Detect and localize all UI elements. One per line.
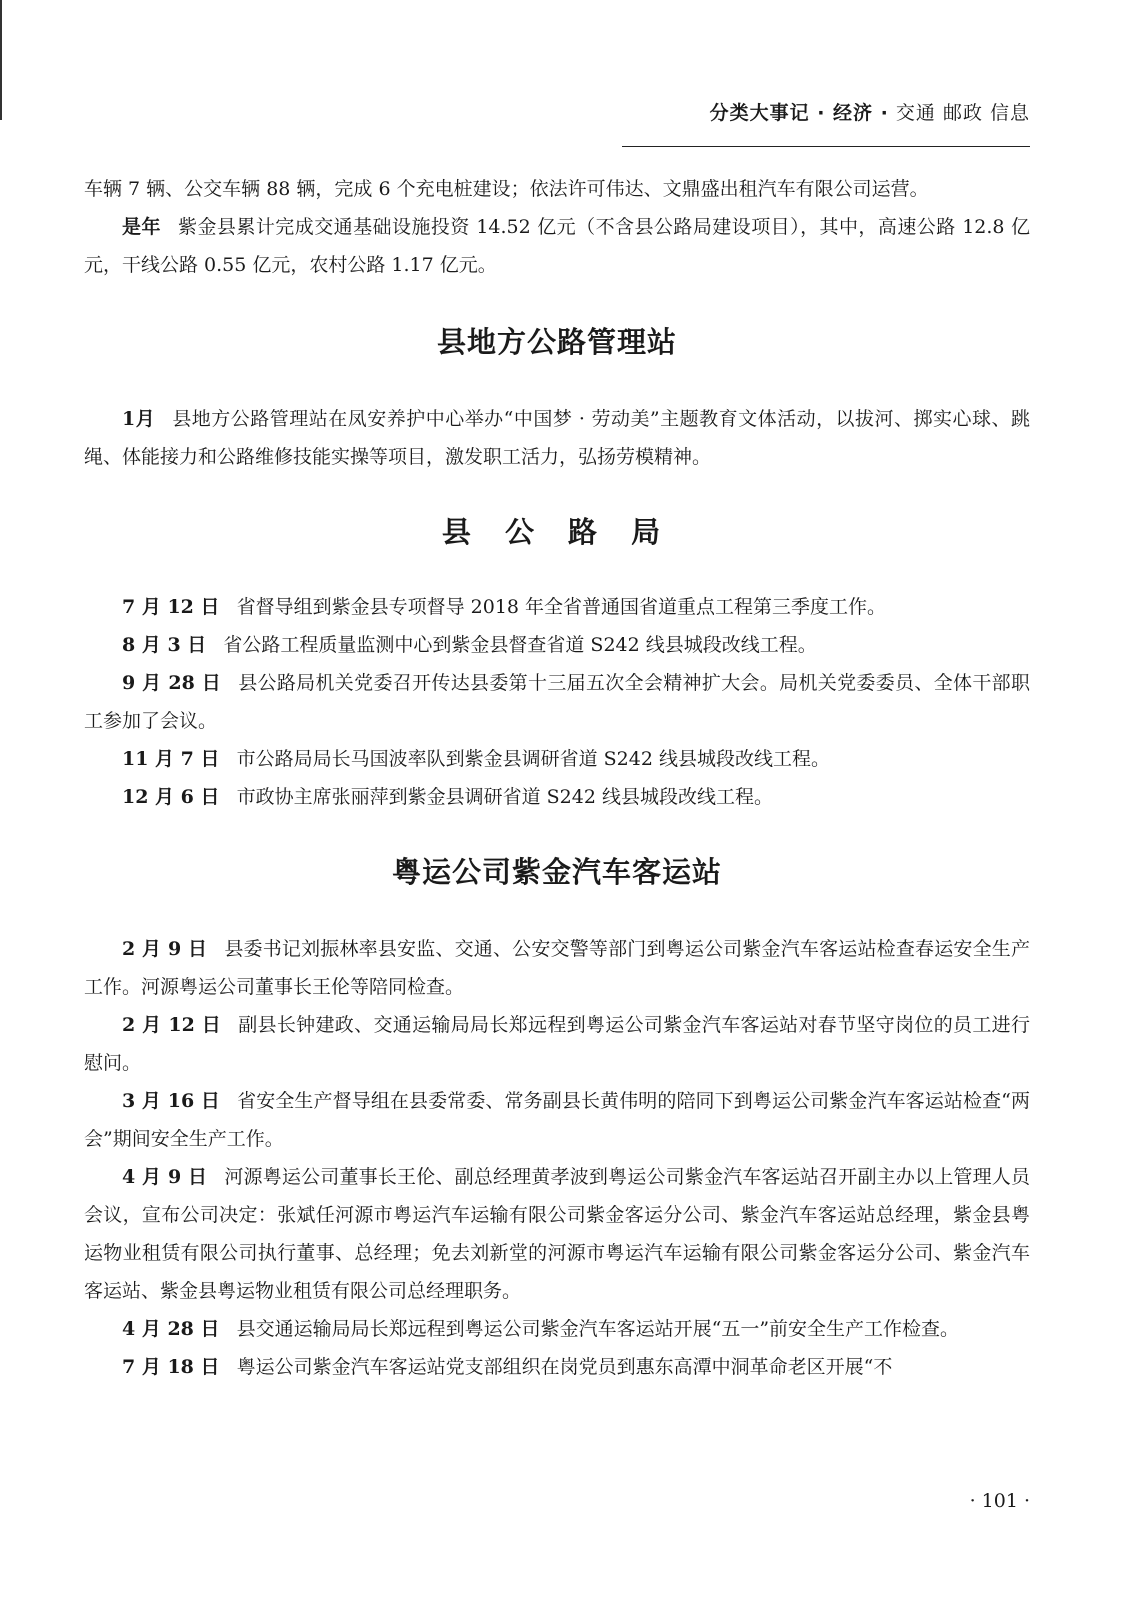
- entry-date: 2 月 12 日: [122, 1014, 222, 1036]
- entry-date: 11 月 7 日: [122, 748, 220, 770]
- entry: [84, 588, 1030, 626]
- entry-text: 市公路局局长马国波率队到紫金县调研省道 S242 线县城段改线工程。: [236, 748, 830, 770]
- header-rest: 交通 邮政 信息: [888, 102, 1030, 124]
- entry: [84, 664, 1030, 740]
- running-header: [620, 98, 1030, 128]
- entry-text: 市政协主席张丽萍到紫金县调研省道 S242 线县城段改线工程。: [236, 786, 773, 808]
- header-bold: 分类大事记 · 经济 ·: [709, 102, 889, 124]
- entry: [84, 1158, 1030, 1310]
- page-body: [84, 170, 1030, 1386]
- header-rule: [622, 146, 1030, 147]
- page-number: · 101 ·: [969, 1490, 1030, 1512]
- intro-year-paragraph: [84, 208, 1030, 284]
- entry-text: 县地方公路管理站在凤安养护中心举办“中国梦 · 劳动美”主题教育文体活动，以拔河、掷实心球、跳绳、体能接力和公路维修技能实操等项目，激发职工活力，弘扬劳模精神。: [84, 408, 1030, 468]
- entry-date: 9 月 28 日: [122, 672, 222, 694]
- entry-text: 粤运公司紫金汽车客运站党支部组织在岗党员到惠东高潭中洞革命老区开展“不: [236, 1356, 893, 1378]
- entry-date: 4 月 9 日: [122, 1166, 208, 1188]
- section-title: 粤运公司紫金汽车客运站: [391, 855, 722, 889]
- entry-text: 县交通运输局局长郑远程到粤运公司紫金汽车客运站开展“五一”前安全生产工作检查。: [236, 1318, 960, 1340]
- year-label: 是年: [122, 216, 161, 238]
- entry-text: 副县长钟建政、交通运输局局长郑远程到粤运公司紫金汽车客运站对春节坚守岗位的员工进行慰问。: [84, 1014, 1030, 1074]
- entry-date: 1月: [122, 408, 156, 430]
- entry-text: 县公路局机关党委召开传达县委第十三届五次全会精神扩大会。局机关党委委员、全体干部职工参加了会议。: [84, 672, 1030, 732]
- entry-date: 7 月 12 日: [122, 596, 220, 618]
- intro-line: 车辆 7 辆、公交车辆 88 辆，完成 6 个充电桩建设；依法许可伟达、文鼎盛出租汽车有限公司运营。: [84, 178, 929, 200]
- entry-text: 省督导组到紫金县专项督导 2018 年全省普通国省道重点工程第三季度工作。: [236, 596, 887, 618]
- entry-date: 3 月 16 日: [122, 1090, 221, 1112]
- entry-text: 省公路工程质量监测中心到紫金县督查省道 S242 线县城段改线工程。: [223, 634, 817, 656]
- entry: [84, 1006, 1030, 1082]
- entry: [84, 400, 1030, 476]
- entry: [84, 930, 1030, 1006]
- entry-date: 4 月 28 日: [122, 1318, 220, 1340]
- entry-text: 省安全生产督导组在县委常委、常务副县长黄伟明的陪同下到粤运公司紫金汽车客运站检查“两会”期间安全生产工作。: [84, 1090, 1030, 1150]
- entry: [84, 740, 1030, 778]
- entry: [84, 778, 1030, 816]
- scan-edge-marks: [0, 0, 6, 120]
- entry-date: 8 月 3 日: [122, 634, 207, 656]
- entry-date: 7 月 18 日: [122, 1356, 220, 1378]
- year-text: 紫金县累计完成交通基础设施投资 14.52 亿元（不含县公路局建设项目），其中，高速公路 12.8 亿元，干线公路 0.55 亿元，农村公路 1.17 亿元。: [84, 216, 1030, 276]
- entry-text: 河源粤运公司董事长王伦、副总经理黄孝波到粤运公司紫金汽车客运站召开副主办以上管理人员会议，宣布公司决定：张斌任河源市粤运汽车运输有限公司紫金客运分公司、紫金汽车客运站总经理，紫金县粤运物业租赁有限公司执行董事、总经理；免去刘新堂的河源市粤运汽车运输有限公司紫金客运分公司、紫金汽车客运站、紫金县粤运物业租赁有限公司总经理职务。: [84, 1166, 1030, 1302]
- entry: [84, 1310, 1030, 1348]
- entry: [84, 1082, 1030, 1158]
- section-title: 县 公 路 局: [441, 515, 673, 549]
- entry: [84, 1348, 1030, 1386]
- section-title: 县地方公路管理站: [436, 325, 677, 359]
- entry-text: 县委书记刘振林率县安监、交通、公安交警等部门到粤运公司紫金汽车客运站检查春运安全生产工作。河源粤运公司董事长王伦等陪同检查。: [84, 938, 1030, 998]
- entry: [84, 626, 1030, 664]
- entry-date: 12 月 6 日: [122, 786, 220, 808]
- entry-date: 2 月 9 日: [122, 938, 208, 960]
